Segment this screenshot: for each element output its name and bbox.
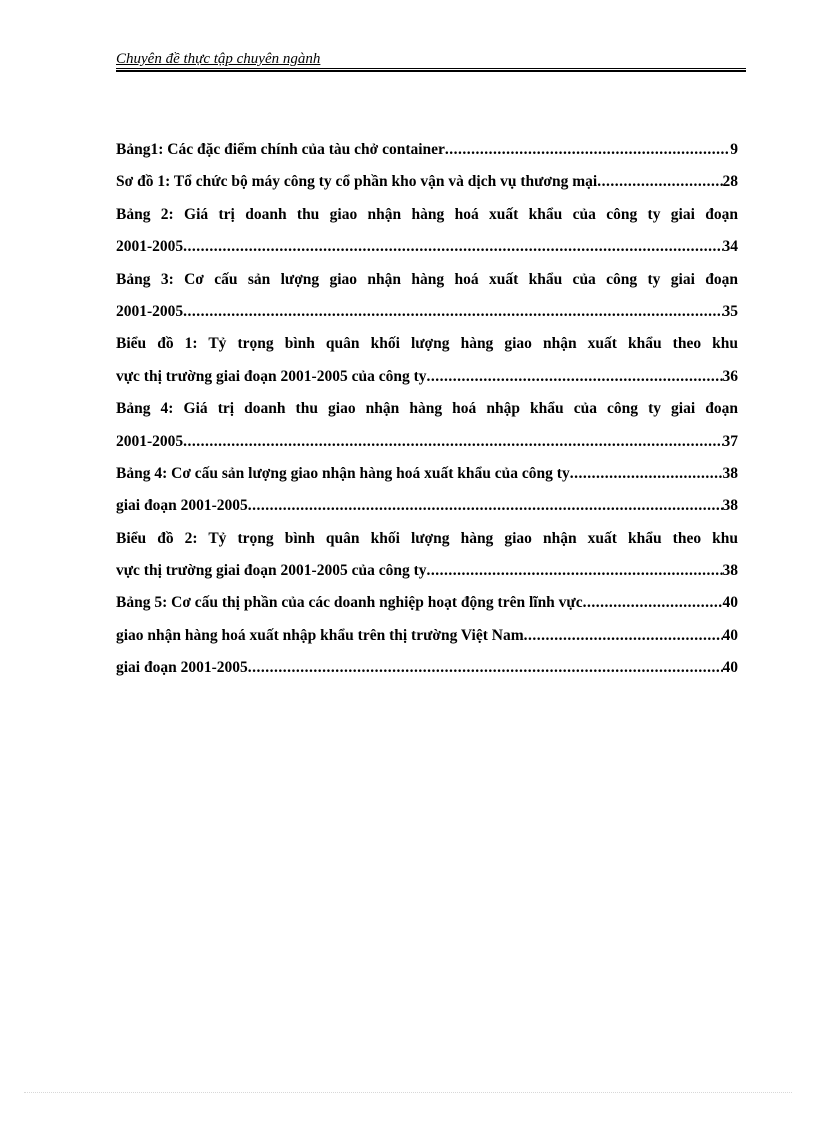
toc-entry[interactable]: Bảng 2: Giá trị doanh thu giao nhận hàng hoá xuất khẩu của công ty giai đoạn bbox=[116, 205, 738, 223]
header-title: Chuyên đề thực tập chuyên ngành bbox=[116, 51, 321, 67]
toc-entry[interactable] bbox=[116, 429, 738, 461]
toc-page-number: 40 bbox=[722, 594, 738, 612]
toc-entry-text: vực thị trường giai đoạn 2001-2005 của công ty bbox=[116, 367, 427, 385]
toc-leader-dots bbox=[248, 655, 723, 681]
toc-page-number: 40 bbox=[722, 626, 738, 644]
toc-entry-text: vực thị trường giai đoạn 2001-2005 của công ty bbox=[116, 562, 427, 580]
toc-entry-text: 2001-2005 bbox=[116, 238, 184, 256]
toc-entry[interactable]: Biểu đồ 2: Tỷ trọng bình quân khối lượng hàng giao nhận xuất khẩu theo khu bbox=[116, 529, 738, 547]
toc-entry[interactable] bbox=[116, 493, 738, 525]
toc-entry[interactable] bbox=[116, 558, 738, 590]
toc-entry-text: giao nhận hàng hoá xuất nhập khẩu trên thị trường Việt Nam bbox=[116, 626, 524, 644]
toc-page-number: 35 bbox=[722, 302, 738, 320]
toc-page-number: 38 bbox=[722, 562, 738, 580]
toc-leader-dots bbox=[445, 137, 730, 163]
toc-entry[interactable] bbox=[116, 590, 738, 622]
page-bottom-border bbox=[24, 1092, 792, 1093]
toc-entry-text: 2001-2005 bbox=[116, 302, 184, 320]
toc-entry-text: giai đoạn 2001-2005 bbox=[116, 659, 248, 677]
toc-entry[interactable] bbox=[116, 137, 738, 169]
toc-entry[interactable] bbox=[116, 169, 738, 201]
toc-entry-text: Bảng 5: Cơ cấu thị phần của các doanh nghiệp hoạt động trên lĩnh vực bbox=[116, 594, 583, 612]
toc-leader-dots bbox=[583, 590, 723, 616]
toc-entry[interactable] bbox=[116, 623, 738, 655]
toc-entry[interactable] bbox=[116, 234, 738, 266]
toc-entry[interactable]: Bảng 4: Giá trị doanh thu giao nhận hàng hoá nhập khẩu của công ty giai đoạn bbox=[116, 400, 738, 418]
toc-leader-dots bbox=[183, 299, 722, 325]
page-header bbox=[116, 50, 746, 72]
toc-entry[interactable] bbox=[116, 655, 738, 687]
toc-page-number: 9 bbox=[730, 141, 738, 158]
header-rule-thick bbox=[116, 70, 746, 72]
toc-entry[interactable] bbox=[116, 299, 738, 331]
table-of-figures bbox=[116, 137, 738, 688]
toc-entry-text: Bảng 4: Cơ cấu sản lượng giao nhận hàng hoá xuất khẩu của công ty bbox=[116, 464, 570, 482]
toc-page-number: 40 bbox=[722, 659, 738, 677]
header-rule bbox=[116, 68, 746, 69]
toc-page-number: 28 bbox=[722, 173, 738, 191]
toc-entry[interactable] bbox=[116, 461, 738, 493]
toc-leader-dots bbox=[524, 623, 723, 649]
toc-leader-dots bbox=[183, 429, 722, 455]
toc-page-number: 38 bbox=[722, 464, 738, 482]
toc-entry-text: Bảng1: Các đặc điểm chính của tàu chở container bbox=[116, 141, 445, 158]
toc-entry-text: 2001-2005 bbox=[116, 432, 184, 450]
toc-entry[interactable] bbox=[116, 364, 738, 396]
toc-leader-dots bbox=[570, 461, 723, 487]
toc-page-number: 36 bbox=[722, 367, 738, 385]
toc-entry[interactable]: Biểu đồ 1: Tỷ trọng bình quân khối lượng hàng giao nhận xuất khẩu theo khu bbox=[116, 335, 738, 353]
toc-leader-dots bbox=[183, 234, 722, 260]
toc-entry-text: Sơ đồ 1: Tổ chức bộ máy công ty cổ phần kho vận và dịch vụ thương mại bbox=[116, 173, 598, 191]
toc-page-number: 37 bbox=[722, 432, 738, 450]
toc-page-number: 38 bbox=[722, 497, 738, 515]
toc-page-number: 34 bbox=[722, 238, 738, 256]
toc-leader-dots bbox=[427, 558, 723, 584]
toc-entry[interactable]: Bảng 3: Cơ cấu sản lượng giao nhận hàng hoá xuất khẩu của công ty giai đoạn bbox=[116, 270, 738, 288]
toc-leader-dots bbox=[248, 493, 723, 519]
toc-entry-text: giai đoạn 2001-2005 bbox=[116, 497, 248, 515]
toc-leader-dots bbox=[427, 364, 723, 390]
toc-leader-dots bbox=[597, 169, 722, 195]
